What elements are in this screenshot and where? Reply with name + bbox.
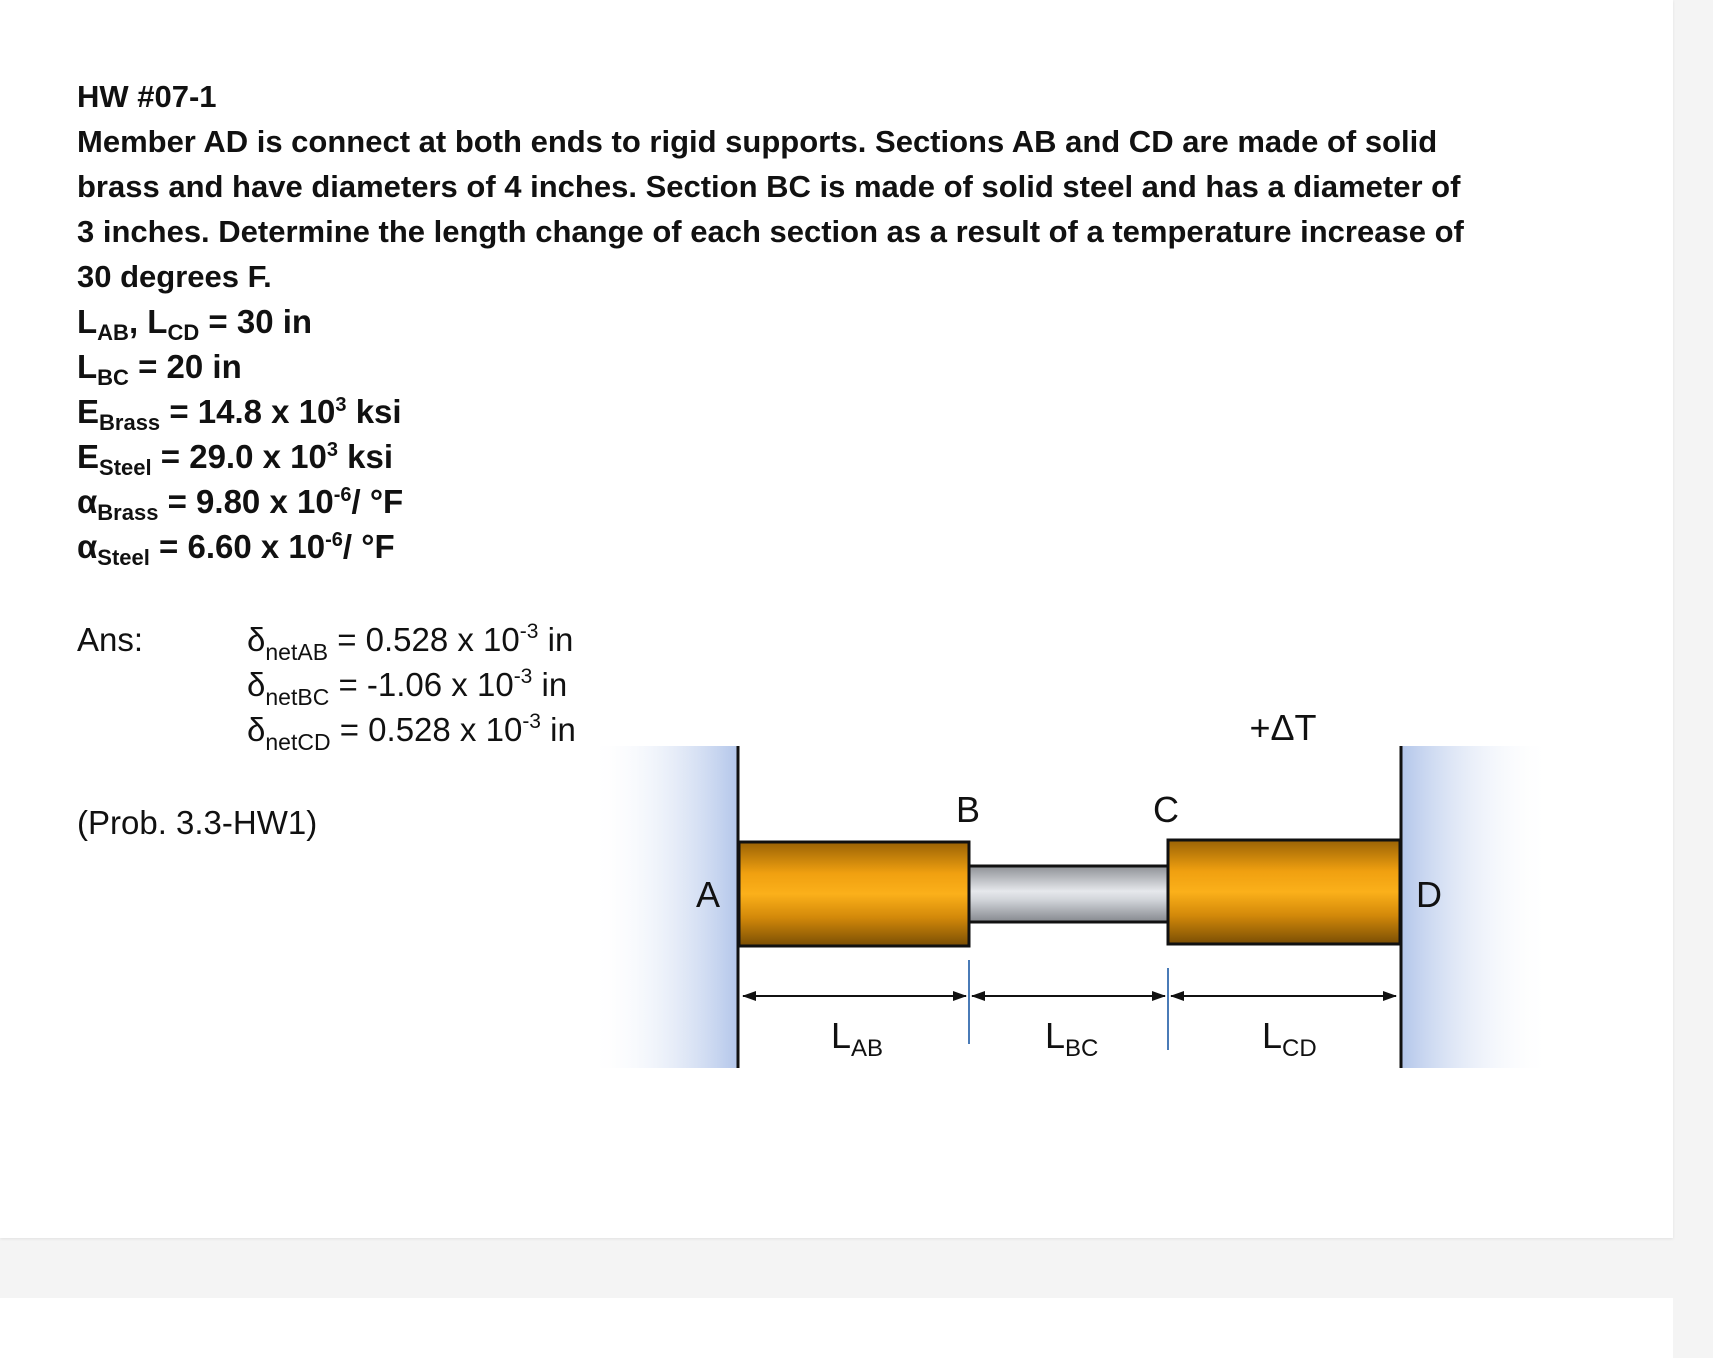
given-alpha-brass: $\alpha_{Brass} = 9.80$ x $10^{-6}/$ °F [77, 483, 404, 525]
problem-statement: Member AD is connect at both ends to rigid supports. Sections AB and CD are made of solid brass and have diameters of 4 inches. Section BC is made of solid steel and has a diameter of 3 inches. Determine the length change of each section as a result of a temperature increase of 30 degrees F. [77, 124, 1464, 294]
point-a-label: A [695, 874, 721, 915]
given-length-ab-cd: $L_{AB}$, $L_{CD} = 30$ in [77, 303, 313, 345]
length-ab-label: $L_{AB}$ [831, 1015, 884, 1062]
point-c-label: C [1153, 789, 1179, 830]
point-d-label: D [1416, 874, 1442, 915]
brass-section-cd [1168, 840, 1400, 944]
point-b-label: B [955, 789, 981, 830]
given-e-brass: $E_{Brass} = 14.8$ x $10^3$ ksi [77, 393, 402, 435]
brass-section-ab [739, 842, 969, 946]
answer-label: Ans: [77, 621, 144, 658]
steel-section-bc [969, 866, 1168, 922]
length-bc-label: $L_{BC}$ [1045, 1015, 1099, 1062]
temperature-label: +ΔT [1249, 707, 1317, 748]
given-length-bc: $L_{BC} = 20$ in [77, 348, 242, 390]
homework-title: HW #07-1 [77, 79, 217, 114]
answer-delta-bc: $\delta_{netBC} = -1.06$ x $10^{-3}$ in [247, 665, 568, 710]
answer-delta-ab: $\delta_{netAB} = 0.528$ x $10^{-3}$ in [247, 620, 574, 665]
problem-reference: (Prob. 3.3-HW1) [77, 804, 318, 841]
answer-delta-cd: $\delta_{netCD} = 0.528$ x $10^{-3}$ in [247, 710, 576, 755]
given-e-steel: $E_{Steel} = 29.0$ x $10^3$ ksi [77, 438, 394, 480]
length-cd-label: $L_{CD}$ [1262, 1015, 1317, 1062]
given-alpha-steel: $\alpha_{Steel} = 6.60$ x $10^{-6}/$ °F [77, 528, 395, 570]
